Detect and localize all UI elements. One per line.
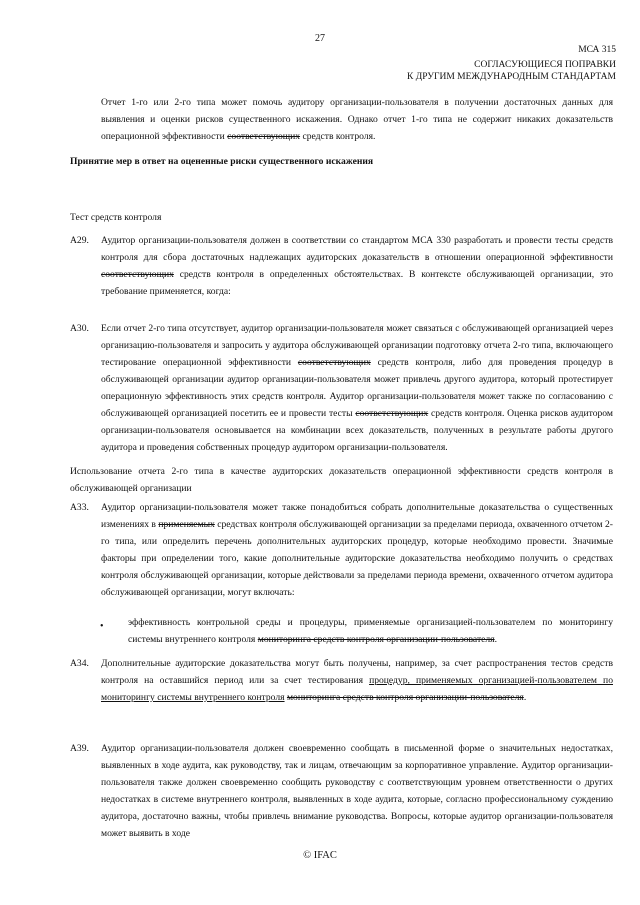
paragraph-a30: [101, 320, 613, 456]
section-heading: Принятие мер в ответ на оцененные риски существенного искажения: [70, 156, 374, 167]
page-number: 27: [315, 33, 325, 44]
bullet-text-end: .: [494, 634, 498, 645]
a33-text: Аудитор организации-пользователя может также понадобиться собрать дополнительные доказательства о существенных изменениях в: [101, 502, 613, 530]
running-header: [407, 59, 616, 83]
running-header-line-2: К ДРУГИМ МЕЖДУНАРОДНЫМ СТАНДАРТАМ: [407, 72, 616, 82]
a30-text-2: средств контроля, либо для проведения процедур в обслуживающей организации аудитор организации-пользователя может привлечь другого аудитора, который протестирует операционную эффективность этих средств контроля. Аудитор организации-пользователя может также по согласованию с обслуживающей организацией посетить ее и провести тесты: [101, 357, 613, 419]
intro-paragraph: [101, 94, 613, 145]
paragraph-a34: [101, 655, 613, 706]
deleted-text: мониторинга средств контроля организации-пользователя: [286, 692, 524, 703]
document-code: МСА 315: [578, 45, 616, 55]
a33-text-2: средствах контроля обслуживающей организации за пределами периода, охваченного отчетом 2-го типа, или определить перечень дополнительных аудиторских процедур, которые необходимо провести. Значимые факторы при определении того, какие дополнительные аудиторские доказательства необходимо получить о средствах контроля обслуживающей организации, которые действовали за пределами периода времени, охваченного отчетом аудитора обслуживающей организации, могут включать:: [101, 519, 614, 598]
footer-copyright: © IFAC: [303, 850, 337, 861]
deleted-text: соответствующих: [227, 131, 301, 142]
use-heading: Использование отчета 2-го типа в качестве аудиторских доказательств операционной эффективности средств контроля в обслуживающей организации: [70, 466, 613, 494]
deleted-text: соответствующих: [101, 269, 174, 280]
paragraph-label-a39: A39.: [70, 743, 89, 754]
subheading: Тест средств контроля: [70, 212, 162, 223]
inserted-text: процедур, применяемых организацией-пользователем по мониторингу системы внутреннего контроля: [101, 675, 613, 703]
intro-text: Отчет 1-го или 2-го типа может помочь аудитору организации-пользователя в получении достаточных данных для выявления и оценки рисков существенного искажения. Однако отчет 1-го типа не содержит никаких доказательств операционной эффективности: [101, 97, 613, 142]
paragraph-label-a34: A34.: [70, 658, 89, 669]
paragraph-label-a29: A29.: [70, 235, 89, 246]
bullet-text: эффективность контрольной среды и процедуры, применяемые организацией-пользователем по мониторингу системы внутреннего контроля: [128, 617, 613, 645]
deleted-text: применяемых: [158, 519, 215, 530]
paragraph-a33: [101, 499, 613, 601]
a34-text-end: .: [523, 692, 527, 703]
running-header-line-1: СОГЛАСУЮЩИЕСЯ ПОПРАВКИ: [474, 60, 616, 70]
a34-text: Дополнительные аудиторские доказательства могут быть получены, например, за счет распространения тестов средств контроля на оставшийся период или за счет тестирования: [101, 658, 613, 686]
deleted-text: мониторинга средств контроля организации-пользователя: [257, 634, 495, 645]
a29-text: Аудитор организации-пользователя должен в соответствии со стандартом МСА 330 разработать и провести тесты средств контроля для сбора достаточных надлежащих аудиторских доказательств в отношении операционной эффективности: [101, 235, 613, 263]
a29-text-end: средств контроля в определенных обстоятельствах. В контексте обслуживающей организации, это требование применяется, когда:: [101, 269, 613, 297]
paragraph-label-a33: A33.: [70, 502, 89, 513]
paragraph-label-a30: A30.: [70, 323, 89, 334]
paragraph-a39: Аудитор организации-пользователя должен своевременно сообщать в письменной форме о значительных недостатках, выявленных в ходе аудита, как руководству, так и лицам, отвечающим за корпоративное управление. Аудитор организации-пользователя также должен своевременно сообщить руководству с соответствующим уровнем ответственности о других недостатках в системе внутреннего контроля, выявленных в ходе аудита, которые, согласно профессиональному суждению аудитора, достаточно важны, чтобы привлечь внимание руководства. Вопросы, которые аудитор организации-пользователя может выявить в ходе: [101, 743, 613, 839]
a30-text: Если отчет 2-го типа отсутствует, аудитор организации-пользователя может связаться с обслуживающей организацией через организацию-пользователя и запросить у аудитора обслуживающей организации подготовку отчета 2-го типа, включающего тестирование операционной эффективности: [101, 323, 613, 368]
bullet-icon: •: [100, 621, 104, 632]
deleted-text: соответствующих: [297, 357, 371, 368]
bullet-item: [128, 614, 613, 648]
deleted-text: соответствующих: [355, 408, 429, 419]
intro-text-end: средств контроля.: [300, 131, 376, 142]
paragraph-a29: [101, 232, 613, 300]
a30-text-3: средств контроля. Оценка рисков аудитором организации-пользователя основывается на комбинации всех доказательств, полученных в результате работы другого аудитора и проведения собственных процедур аудитором организации-пользователя.: [101, 408, 613, 453]
